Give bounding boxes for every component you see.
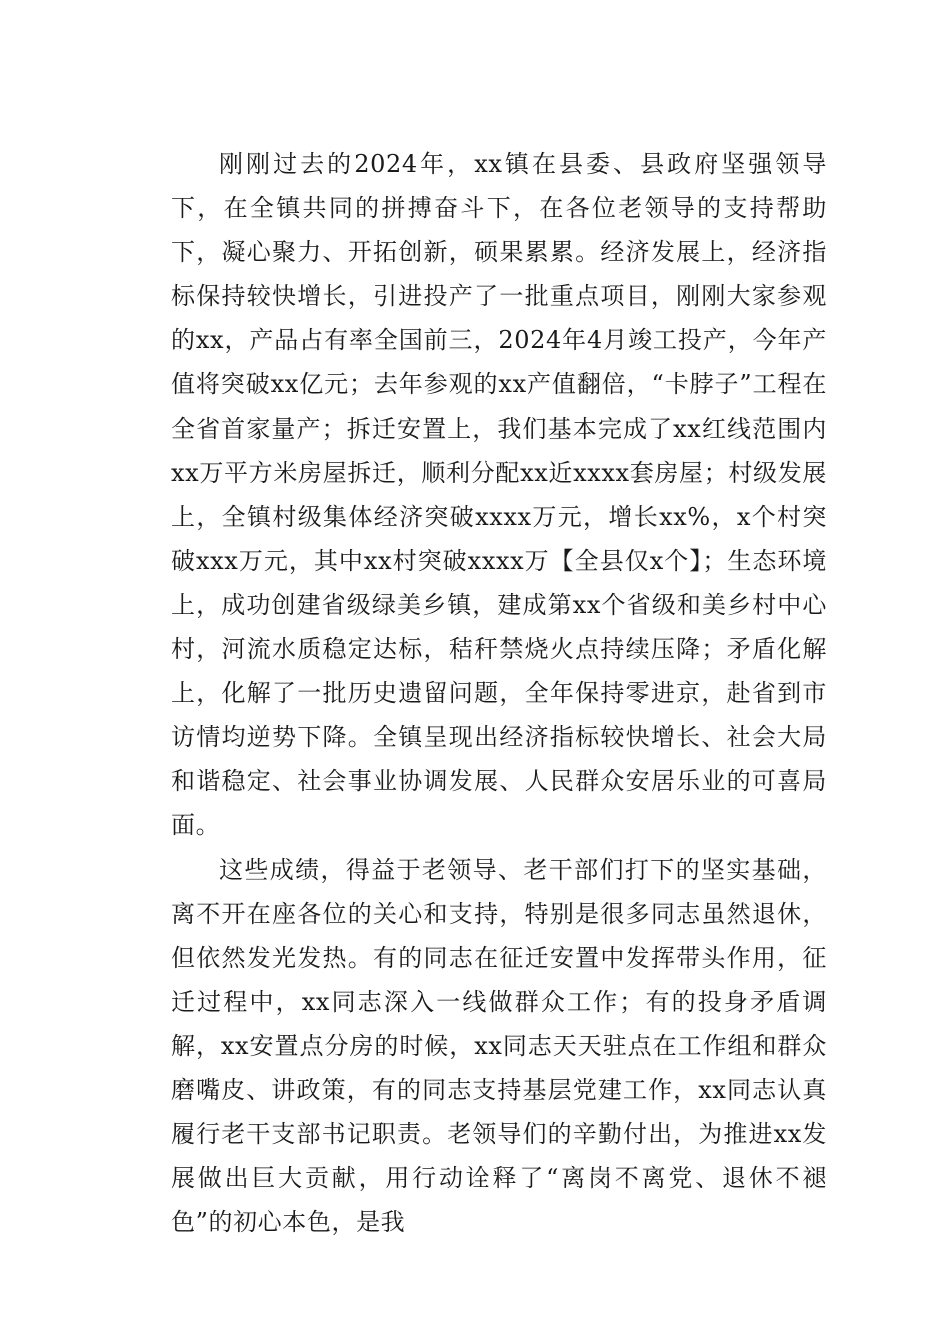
- paragraph-acknowledgement: 这些成绩，得益于老领导、老干部们打下的坚实基础，离不开在座各位的关心和支持，特别是很多同志虽然退休，但依然发光发热。有的同志在征迁安置中发挥带头作用，征迁过程中，xx同志深入一线做群众工作；有的投身矛盾调解，xx安置点分房的时候，xx同志天天驻点在工作组和群众磨嘴皮、讲政策，有的同志支持基层党建工作，xx同志认真履行老干支部书记职责。老领导们的辛勤付出，为推进xx发展做出巨大贡献，用行动诠释了“离岗不离党、退休不褪色”的初心本色，是我: [171, 855, 827, 1237]
- document-body: [171, 142, 827, 1244]
- paragraph-achievements: 刚刚过去的2024年，xx镇在县委、县政府坚强领导下，在全镇共同的拼搏奋斗下，在各位老领导的支持帮助下，凝心聚力、开拓创新，硕果累累。经济发展上，经济指标保持较快增长，引进投产了一批重点项目，刚刚大家参观的xx，产品占有率全国前三，2024年4月竣工投产，今年产值将突破xx亿元；去年参观的xx产值翻倍，“卡脖子”工程在全省首家量产；拆迁安置上，我们基本完成了xx红线范围内xx万平方米房屋拆迁，顺利分配xx近xxxx套房屋；村级发展上，全镇村级集体经济突破xxxx万元，增长xx%，x个村突破xxx万元，其中xx村突破xxxx万【全县仅x个】；生态环境上，成功创建省级绿美乡镇，建成第xx个省级和美乡村中心村，河流水质稳定达标，秸秆禁烧火点持续压降；矛盾化解上，化解了一批历史遗留问题，全年保持零进京，赴省到市访情均逆势下降。全镇呈现出经济指标较快增长、社会大局和谐稳定、社会事业协调发展、人民群众安居乐业的可喜局面。: [171, 150, 827, 840]
